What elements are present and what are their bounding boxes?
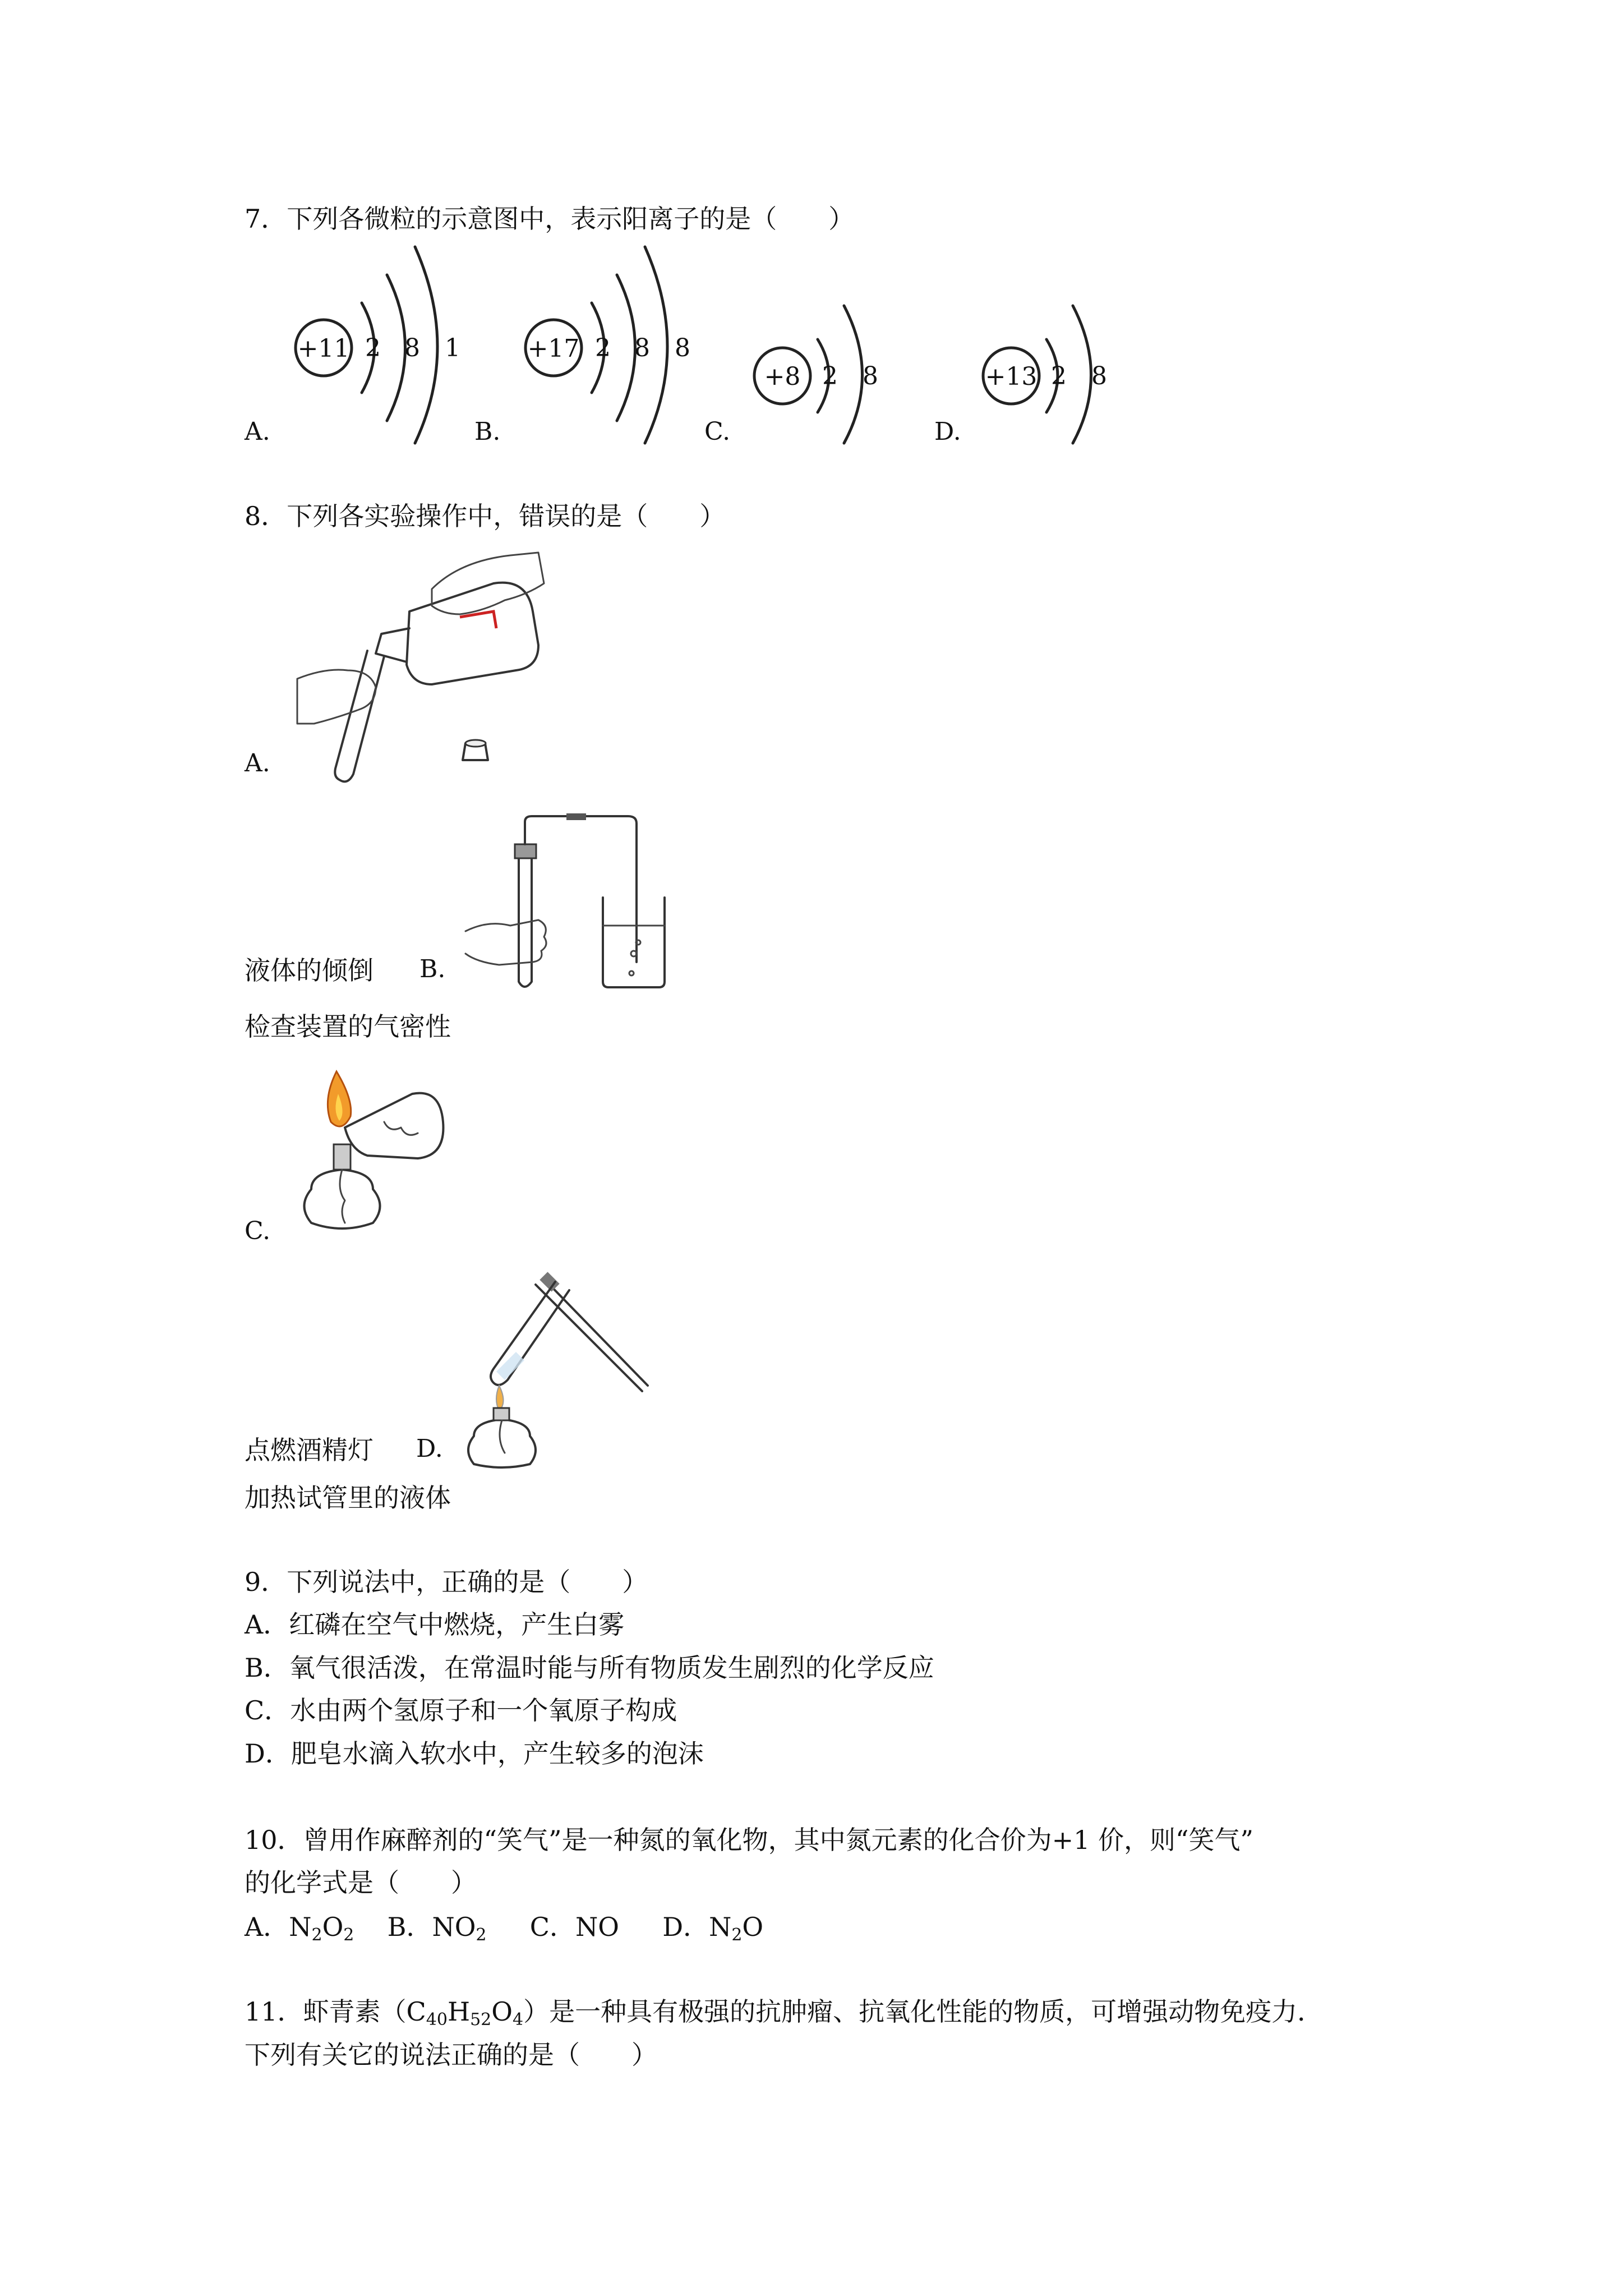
q8-option-a-caption: 液体的倾倒 <box>245 955 374 986</box>
q7-stem: 7．下列各微粒的示意图中，表示阳离子的是（ ） <box>245 204 855 234</box>
shell-electrons-1: 2 <box>1051 362 1067 390</box>
shell-arc-2 <box>387 275 405 421</box>
nucleus-charge: +11 <box>297 334 350 363</box>
q9-option-a: A．红磷在空气中燃烧，产生白雾 <box>245 1609 625 1640</box>
airtightness-check-illustration <box>465 813 679 993</box>
shell-arc-2 <box>844 306 863 443</box>
q8-option-b-caption: 检查装置的气密性 <box>245 1011 451 1042</box>
q10-stem-line2: 的化学式是（ ） <box>245 1867 477 1898</box>
shell-electrons-1: 2 <box>595 334 611 362</box>
q8-option-b-label: B. <box>419 955 446 983</box>
q10-options <box>245 1910 763 1944</box>
q8-option-d-label: D. <box>416 1434 443 1463</box>
atom-diagram-c <box>751 300 897 446</box>
q11-stem-line1: 11．虾青素$(C_{40}H_{52}O_4)$是一种具有极强的抗肿瘤、抗氧化性能的物质，可增强动物免疫力． <box>245 1996 1324 2030</box>
shell-electrons-2: 8 <box>634 334 650 362</box>
shell-electrons-3: 1 <box>445 334 460 362</box>
q10-option-d: D．$N_2O$ <box>662 1912 764 1945</box>
shell-arc-2 <box>617 275 635 421</box>
q9-option-b: B．氧气很活泼，在常温时能与所有物质发生剧烈的化学反应 <box>245 1653 934 1683</box>
shell-electrons-2: 8 <box>863 362 878 390</box>
q8-option-d-caption: 加热试管里的液体 <box>245 1483 451 1513</box>
heating-test-tube-illustration <box>463 1273 653 1470</box>
q9-stem: 9．下列说法中，正确的是（ ） <box>245 1567 648 1597</box>
shell-electrons-2: 8 <box>404 334 420 362</box>
q9-option-c: C．水由两个氢原子和一个氧原子构成 <box>245 1695 677 1726</box>
q11-stem-line2: 下列有关它的说法正确的是（ ） <box>245 2040 657 2070</box>
nucleus-charge: +13 <box>985 362 1038 391</box>
shell-electrons-3: 8 <box>675 334 690 362</box>
atom-diagram-b <box>519 241 704 443</box>
q7-option-c-label: C. <box>704 417 731 446</box>
q10-stem-line1: 10．曾用作麻醉剂的“笑气”是一种氮的氧化物，其中氮元素的化合价为+1 价，则“笑气” <box>245 1825 1254 1855</box>
shell-arc-2 <box>1073 306 1091 443</box>
q10-option-c: C．NO <box>529 1912 619 1942</box>
q7-option-a-label: A. <box>245 417 270 446</box>
q10-option-b: B．$NO_2$ <box>387 1912 487 1945</box>
q8-stem: 8．下列各实验操作中，错误的是（ ） <box>245 501 726 531</box>
atom-diagram-a <box>289 241 474 443</box>
shell-electrons-2: 8 <box>1091 362 1107 390</box>
pouring-liquid-illustration <box>292 550 550 785</box>
q9-option-d: D．肥皂水滴入软水中，产生较多的泡沫 <box>245 1738 704 1769</box>
q8-option-a-label: A. <box>245 749 270 777</box>
astaxanthin-formula: $C_{40}H_{52}O_4$ <box>406 1996 524 2030</box>
shell-electrons-1: 2 <box>822 362 838 390</box>
q7-option-b-label: B. <box>474 417 501 446</box>
atom-diagram-d <box>980 300 1126 446</box>
q8-option-c-caption: 点燃酒精灯 <box>245 1435 374 1465</box>
q10-option-a: A．$N_2O_2$ <box>245 1912 354 1945</box>
nucleus-charge: +8 <box>764 362 801 391</box>
shell-electrons-1: 2 <box>365 334 381 362</box>
q8-option-c-label: C. <box>245 1217 271 1245</box>
nucleus-charge: +17 <box>527 334 580 363</box>
lighting-alcohol-lamp-illustration <box>289 1060 457 1240</box>
q7-option-d-label: D. <box>934 417 961 446</box>
